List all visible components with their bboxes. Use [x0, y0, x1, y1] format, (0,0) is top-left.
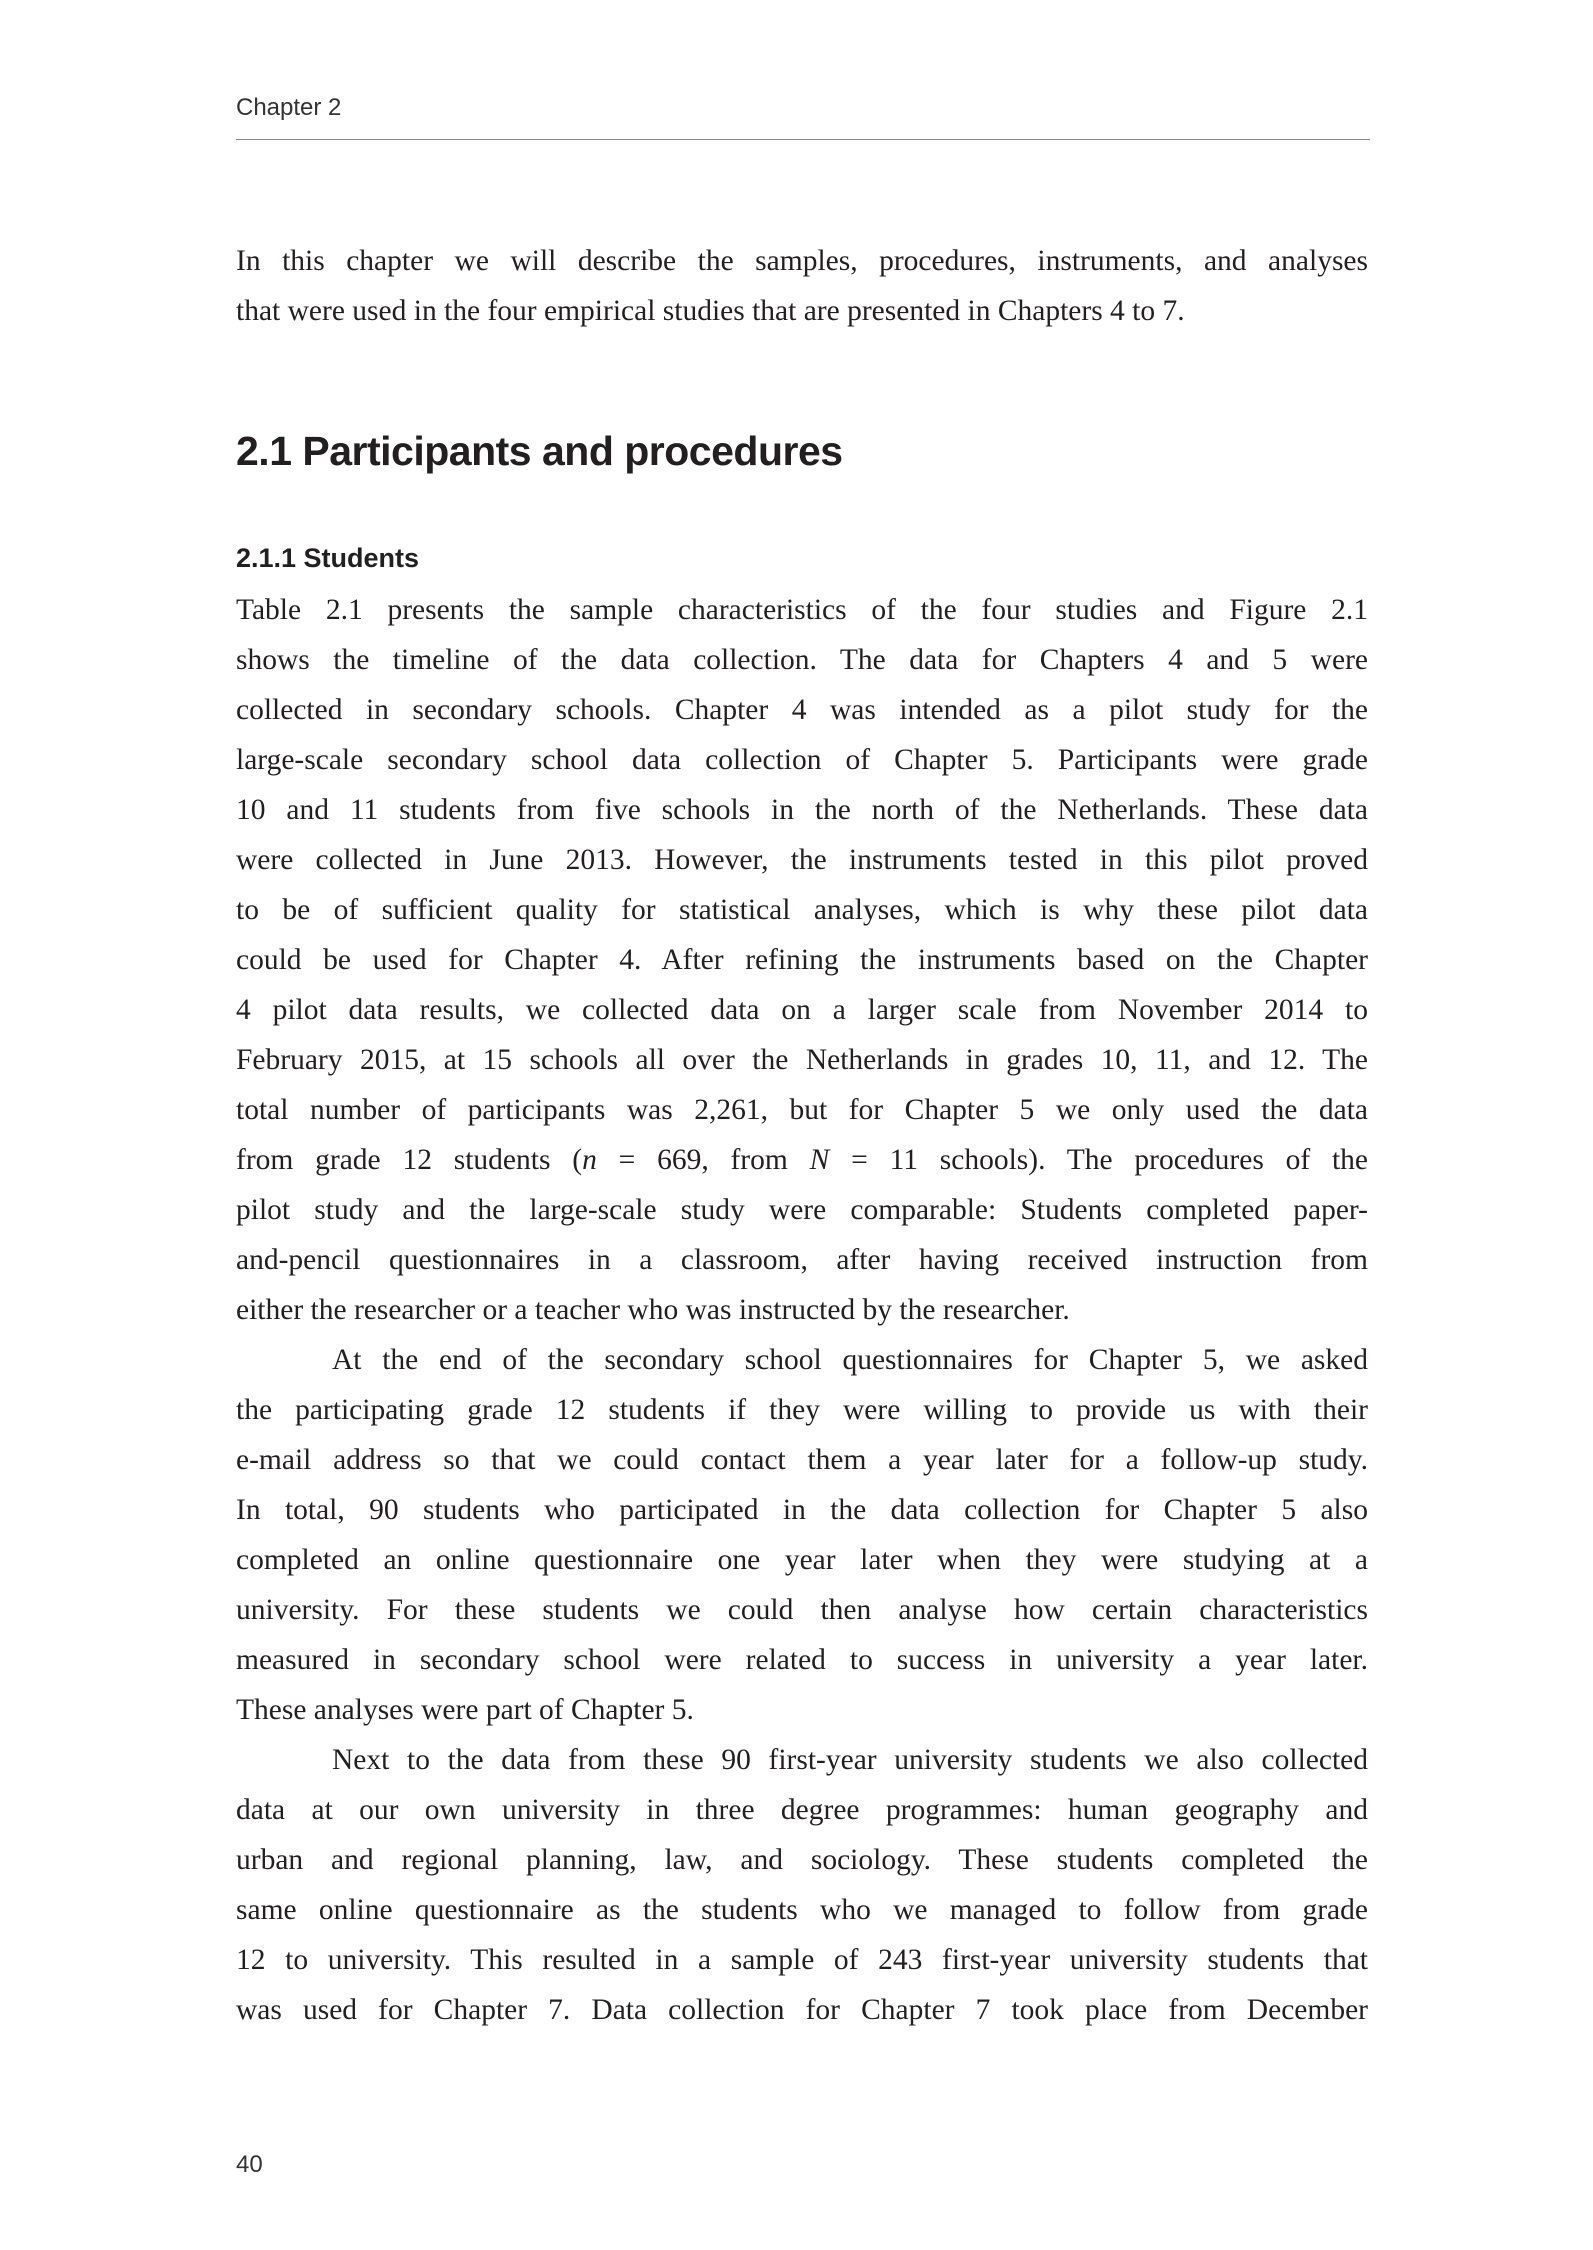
text-line — [236, 1935, 1368, 1985]
text-segment: In this chapter we will describe the samples, procedures, instruments, and analyses — [236, 245, 1368, 277]
text-segment: In total, 90 students who participated in the data collection for Chapter 5 also — [236, 1494, 1368, 1526]
text-segment: could be used for Chapter 4. After refining the instruments based on the Chapter — [236, 944, 1368, 976]
running-header: Chapter 2 — [236, 94, 342, 121]
text-segment: same online questionnaire as the students who we managed to follow from grade — [236, 1894, 1368, 1926]
text-segment: to be of sufficient quality for statistical analyses, which is why these pilot data — [236, 894, 1368, 926]
text-line — [236, 635, 1368, 685]
page-number: 40 — [236, 2151, 263, 2178]
text-segment: was used for Chapter 7. Data collection for Chapter 7 took place from December — [236, 1994, 1368, 2026]
text-line — [236, 236, 1368, 286]
text-segment: 12 to university. This resulted in a sample of 243 first-year university students that — [236, 1944, 1368, 1976]
text-line — [236, 1885, 1368, 1935]
text-segment: pilot study and the large-scale study were comparable: Students completed paper- — [236, 1194, 1368, 1226]
text-line — [236, 785, 1368, 835]
text-segment: and-pencil questionnaires in a classroom, after having received instruction from — [236, 1244, 1368, 1276]
text-segment: Table 2.1 presents the sample characteristics of the four studies and Figure 2.1 — [236, 594, 1368, 626]
text-line — [236, 1735, 1368, 1785]
subsection-heading: 2.1.1 Students — [236, 543, 420, 573]
italic-symbol: n — [582, 1144, 597, 1176]
text-segment: Next to the data from these 90 first-year university students we also collected — [332, 1744, 1368, 1776]
text-line — [236, 1385, 1368, 1435]
text-line — [236, 1335, 1368, 1385]
text-segment: At the end of the secondary school questionnaires for Chapter 5, we asked — [332, 1344, 1368, 1376]
text-segment: urban and regional planning, law, and sociology. These students completed the — [236, 1844, 1368, 1876]
text-line — [236, 1235, 1368, 1285]
text-line — [236, 1785, 1368, 1835]
text-segment: = 669, from — [596, 1144, 810, 1176]
text-segment: were collected in June 2013. However, the instruments tested in this pilot proved — [236, 844, 1368, 876]
header-rule — [236, 139, 1370, 140]
text-segment: e-mail address so that we could contact them a year later for a follow-up study. — [236, 1444, 1368, 1476]
italic-symbol: N — [809, 1144, 830, 1176]
section-heading: 2.1 Participants and procedures — [236, 428, 843, 474]
text-line — [236, 1135, 1368, 1185]
text-line — [236, 1635, 1368, 1685]
text-segment: the participating grade 12 students if they were willing to provide us with their — [236, 1394, 1368, 1426]
text-segment: 4 pilot data results, we collected data on a larger scale from November 2014 to — [236, 994, 1368, 1026]
text-line — [236, 1585, 1368, 1635]
text-segment: university. For these students we could then analyse how certain characteristics — [236, 1594, 1368, 1626]
text-line — [236, 1185, 1368, 1235]
text-line — [236, 735, 1368, 785]
text-line — [236, 835, 1368, 885]
text-line — [236, 585, 1368, 635]
text-segment: measured in secondary school were related to success in university a year later. — [236, 1644, 1368, 1676]
text-segment: large-scale secondary school data collection of Chapter 5. Participants were grade — [236, 744, 1368, 776]
text-segment: 10 and 11 students from five schools in the north of the Netherlands. These data — [236, 794, 1368, 826]
text-line — [236, 985, 1368, 1035]
text-segment: data at our own university in three degree programmes: human geography and — [236, 1794, 1368, 1826]
text-line — [236, 935, 1368, 985]
text-line — [236, 1985, 1368, 2035]
text-line — [236, 1285, 1368, 1335]
text-line — [236, 685, 1368, 735]
text-segment: shows the timeline of the data collection. The data for Chapters 4 and 5 were — [236, 644, 1368, 676]
text-segment: collected in secondary schools. Chapter 4 was intended as a pilot study for the — [236, 694, 1368, 726]
text-segment: from grade 12 students ( — [236, 1144, 583, 1176]
text-segment: that were used in the four empirical studies that are presented in Chapters 4 to 7. — [236, 295, 1185, 327]
intro-paragraph — [236, 236, 1368, 336]
text-line — [236, 1435, 1368, 1485]
text-segment: February 2015, at 15 schools all over the Netherlands in grades 10, 11, and 12. The — [236, 1044, 1368, 1076]
text-line — [236, 1035, 1368, 1085]
text-line — [236, 885, 1368, 935]
text-line — [236, 1535, 1368, 1585]
text-segment: total number of participants was 2,261, but for Chapter 5 we only used the data — [236, 1094, 1368, 1126]
text-segment: These analyses were part of Chapter 5. — [236, 1694, 694, 1726]
text-segment: either the researcher or a teacher who was instructed by the researcher. — [236, 1294, 1070, 1326]
text-line — [236, 1835, 1368, 1885]
text-line — [236, 286, 1368, 336]
text-segment: completed an online questionnaire one year later when they were studying at a — [236, 1544, 1368, 1576]
text-line — [236, 1485, 1368, 1535]
text-line — [236, 1685, 1368, 1735]
body-text — [236, 585, 1368, 2035]
text-segment: = 11 schools). The procedures of the — [829, 1144, 1369, 1176]
text-line — [236, 1085, 1368, 1135]
